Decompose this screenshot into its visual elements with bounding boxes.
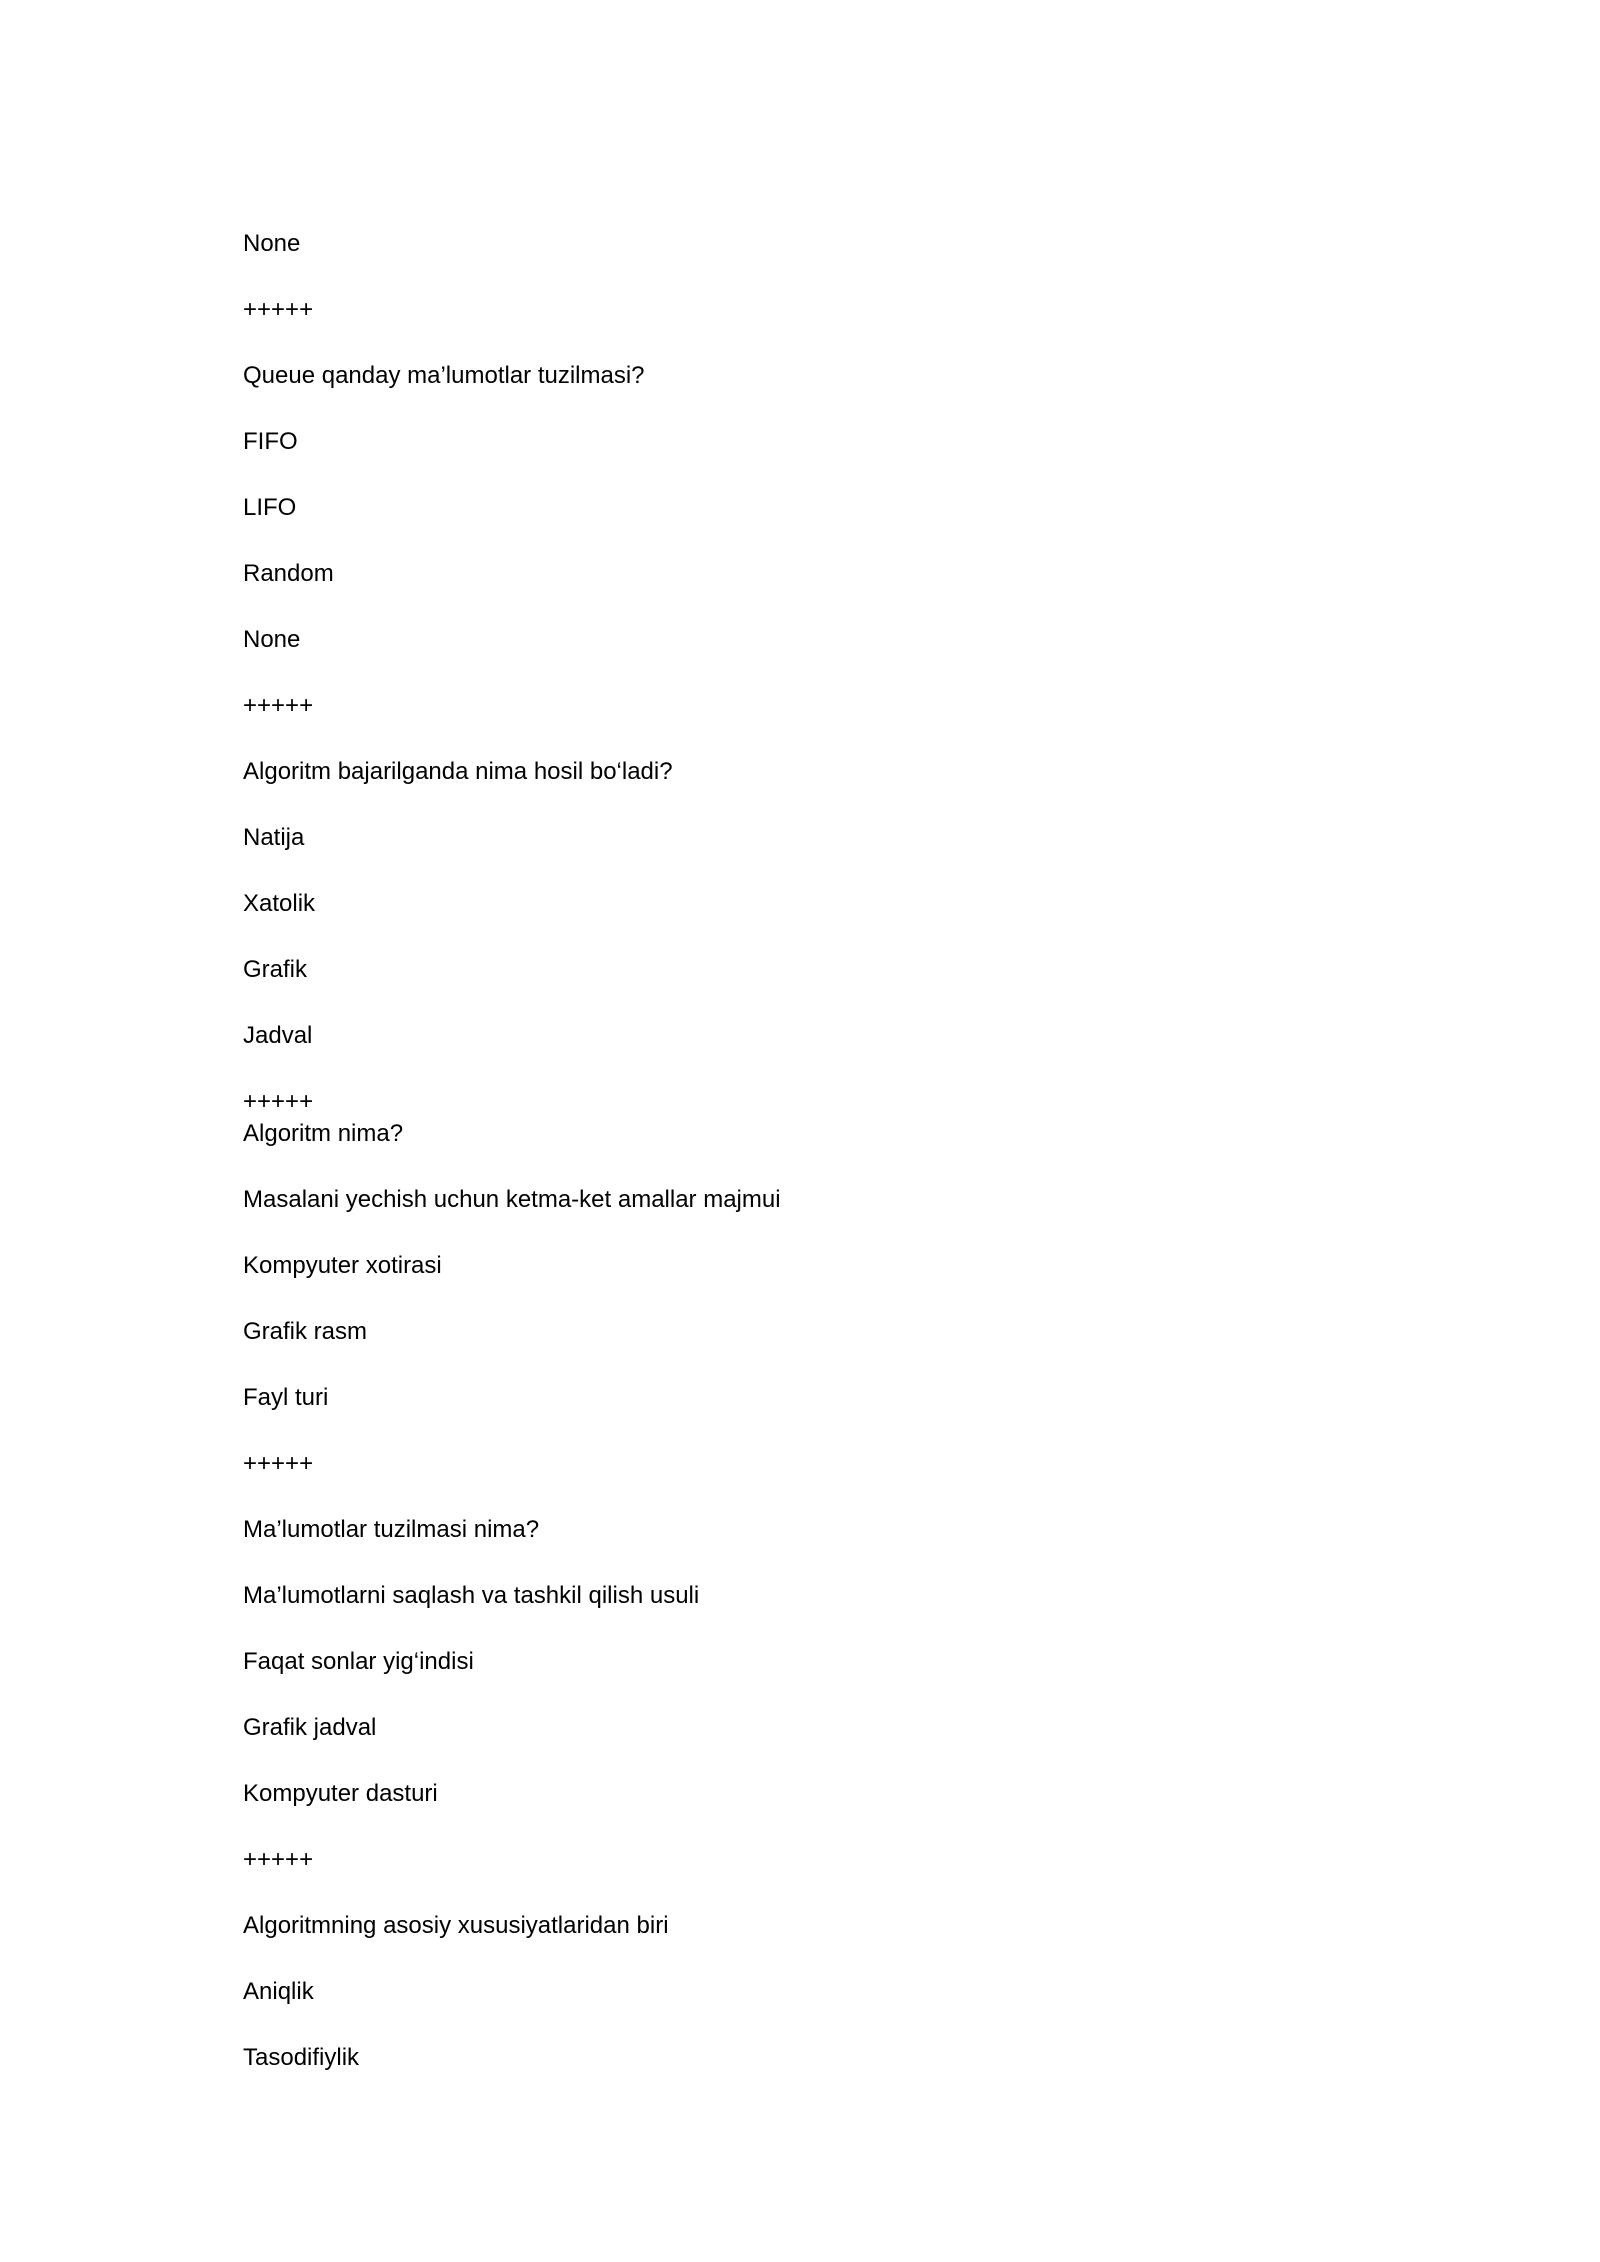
answer-option: Ma’lumotlarni saqlash va tashkil qilish usuli: [243, 1582, 700, 1609]
answer-option: Faqat sonlar yig‘indisi: [243, 1648, 474, 1675]
answer-option: Aniqlik: [243, 1978, 314, 2005]
answer-option: FIFO: [243, 428, 298, 455]
question-text: Algoritm bajarilganda nima hosil bo‘ladi?: [243, 758, 673, 785]
answer-option: Kompyuter xotirasi: [243, 1252, 442, 1279]
question-separator: +++++: [243, 1450, 314, 1477]
question-text: Ma’lumotlar tuzilmasi nima?: [243, 1516, 540, 1543]
answer-option: Masalani yechish uchun ketma-ket amallar majmui: [243, 1186, 781, 1213]
question-text: Algoritm nima?: [243, 1120, 404, 1147]
question-separator: +++++: [243, 1846, 314, 1873]
answer-option: Grafik rasm: [243, 1318, 368, 1345]
answer-option: Kompyuter dasturi: [243, 1780, 438, 1807]
question-text: Algoritmning asosiy xususiyatlaridan biri: [243, 1912, 669, 1939]
answer-option: None: [243, 626, 301, 653]
answer-option: Jadval: [243, 1022, 313, 1049]
answer-option: Grafik jadval: [243, 1714, 377, 1741]
answer-option: Fayl turi: [243, 1384, 329, 1411]
question-separator: +++++: [243, 692, 314, 719]
answer-option: Natija: [243, 824, 305, 851]
answer-option: Tasodifiylik: [243, 2044, 360, 2071]
question-separator: +++++: [243, 1088, 314, 1115]
answer-option: LIFO: [243, 494, 297, 521]
question-separator: +++++: [243, 296, 314, 323]
answer-option: Xatolik: [243, 890, 316, 917]
answer-option: Grafik: [243, 956, 308, 983]
answer-option: Random: [243, 560, 334, 587]
question-text: Queue qanday ma’lumotlar tuzilmasi?: [243, 362, 645, 389]
answer-option: None: [243, 230, 301, 257]
